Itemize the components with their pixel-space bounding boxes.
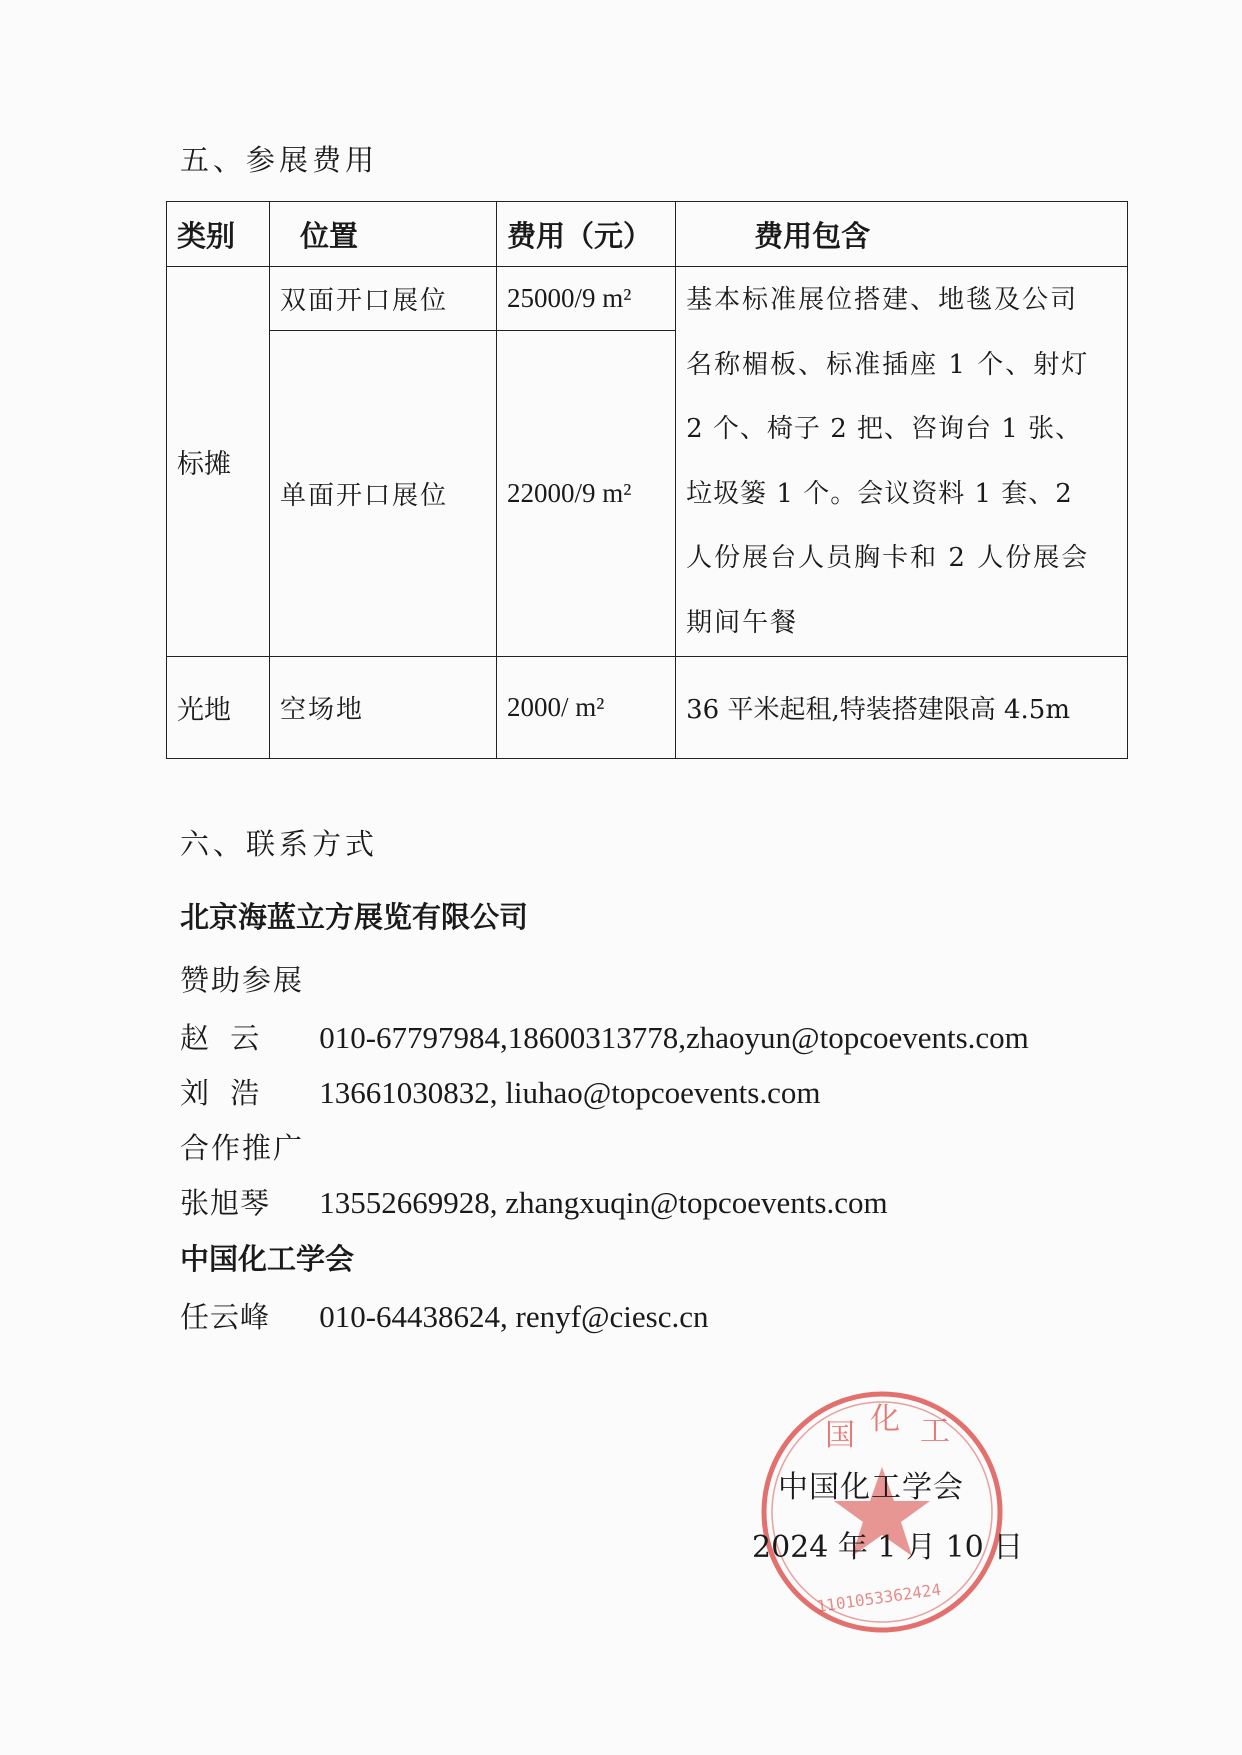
cooperation-label: 合作推广 [180, 1131, 305, 1165]
official-seal-stamp [755, 1385, 1010, 1640]
contact-detail: 13552669928, zhangxuqin@topcoevents.com [319, 1185, 888, 1220]
space-price: 2000/ m² [497, 657, 676, 759]
table-row [167, 657, 1128, 759]
svg-text:工: 工 [920, 1414, 950, 1449]
booth-category: 标摊 [167, 267, 270, 657]
double-price: 25000/9 m² [497, 267, 676, 331]
space-includes: 36 平米起租,特装搭建限高 4.5m [676, 657, 1128, 759]
contact-name: 刘 浩 [180, 1076, 266, 1110]
include-line: 期间午餐 [686, 607, 799, 638]
table-header-row [167, 202, 1128, 267]
organization-name: 中国化工学会 [180, 1242, 355, 1276]
contact-row [180, 1016, 1029, 1057]
svg-text:国: 国 [825, 1418, 855, 1453]
space-position: 空场地 [269, 657, 496, 759]
double-position: 双面开口展位 [269, 267, 496, 331]
svg-text:化: 化 [870, 1402, 900, 1437]
contact-name: 任云峰 [180, 1300, 271, 1334]
include-line: 垃圾篓 1 个。会议资料 1 套、2 [686, 478, 1073, 509]
header-fee: 费用（元） [497, 202, 676, 267]
single-position: 单面开口展位 [269, 331, 496, 657]
include-line: 人份展台人员胸卡和 2 人份展会 [686, 543, 1090, 573]
signature-organization: 中国化工学会 [778, 1470, 964, 1505]
space-category: 光地 [167, 657, 270, 759]
sponsor-label: 赞助参展 [180, 963, 305, 997]
section-title-contact: 六、联系方式 [180, 827, 379, 861]
section-title-fees: 五、参展费用 [180, 143, 379, 177]
company-name: 北京海蓝立方展览有限公司 [180, 900, 529, 934]
header-category: 类别 [167, 202, 270, 267]
contact-name: 张旭琴 [180, 1186, 271, 1220]
header-position: 位置 [269, 202, 496, 267]
contact-detail: 010-64438624, renyf@ciesc.cn [319, 1299, 709, 1334]
contact-row [180, 1295, 708, 1336]
include-line: 基本标准展位搭建、地毯及公司 [686, 285, 1079, 315]
include-line: 名称楣板、标准插座 1 个、射灯 [686, 349, 1090, 380]
signature-date: 2024 年 1 月 10 日 [752, 1530, 1024, 1565]
single-price: 22000/9 m² [497, 331, 676, 657]
contact-row [180, 1181, 888, 1222]
booth-includes [676, 267, 1128, 657]
contact-detail: 13661030832, liuhao@topcoevents.com [319, 1075, 821, 1110]
header-includes: 费用包含 [676, 202, 1128, 267]
include-line: 2 个、椅子 2 把、咨询台 1 张、 [686, 414, 1083, 444]
svg-text:1101053362424: 1101053362424 [815, 1579, 943, 1617]
contact-detail: 010-67797984,18600313778,zhaoyun@topcoevents.com [319, 1020, 1029, 1055]
table-row [167, 267, 1128, 331]
contact-name: 赵 云 [180, 1021, 266, 1055]
fee-table [166, 201, 1128, 759]
contact-row [180, 1071, 820, 1112]
